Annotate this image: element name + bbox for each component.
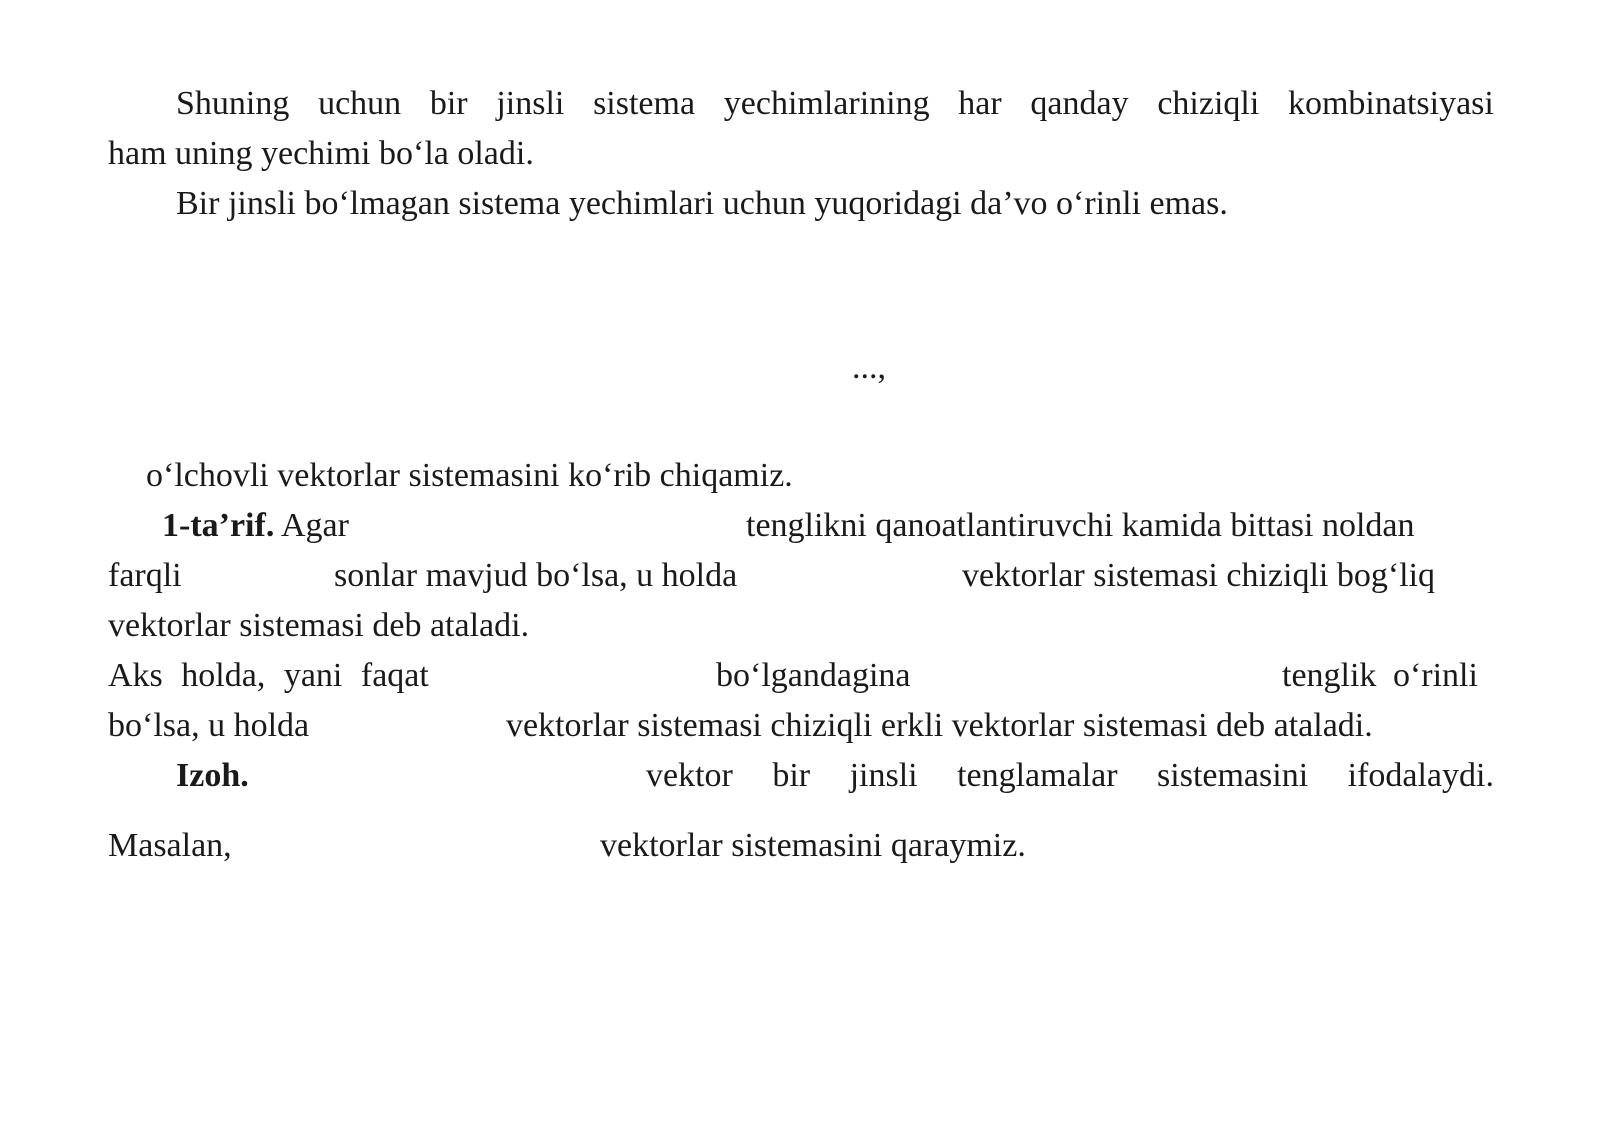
definition-1-line-3: vektorlar sistemasi deb ataladi. <box>108 607 530 644</box>
vector-system-line: o‘lchovli vektorlar sistemasini ko‘rib chiqamiz. <box>146 457 793 494</box>
word: tenglamalar <box>957 757 1118 794</box>
paragraph-2: Bir jinsli bo‘lmagan sistema yechimlari uchun yuqoridagi da’vo o‘rinli emas. <box>176 185 1228 222</box>
note-text <box>646 756 1494 796</box>
word: har <box>958 85 1002 122</box>
definition-1-line-1 <box>162 506 349 546</box>
word: kombinatsiyasi <box>1287 85 1494 122</box>
otherwise-line-2-bolsa: bo‘lsa, u holda <box>108 707 310 744</box>
word: holda, <box>181 657 266 694</box>
word: sistemasini <box>1157 757 1309 794</box>
note-label: Izoh. <box>176 757 249 794</box>
word: jinsli <box>849 757 918 794</box>
word: sistema <box>593 85 696 122</box>
definition-1-line-2-farqli: farqli <box>108 557 182 594</box>
word: qanday <box>1030 85 1129 122</box>
otherwise-line-1-tenglik <box>1282 656 1478 696</box>
example-rest: vektorlar sistemasini qaraymiz. <box>600 827 1026 864</box>
word: uchun <box>318 85 402 122</box>
word: vektor <box>646 757 733 794</box>
paragraph-1-line-2: ham uning yechimi bo‘la oladi. <box>108 135 534 172</box>
word: chiziqli <box>1157 85 1260 122</box>
word: Shuning <box>176 85 290 122</box>
word: ifodalaydi. <box>1347 757 1494 794</box>
word: Aks <box>108 657 163 694</box>
otherwise-line-1-bolgandagina: bo‘lgandagina <box>716 657 911 694</box>
example-masalan: Masalan, <box>108 827 232 864</box>
word: yani <box>283 657 343 694</box>
paragraph-1-line-1 <box>176 84 1494 124</box>
word: Agar <box>280 507 349 544</box>
word: yechimlarining <box>723 85 930 122</box>
word: bir <box>772 757 811 794</box>
definition-label: 1-ta’rif. <box>162 507 275 544</box>
otherwise-line-2-rest: vektorlar sistemasi chiziqli erkli vektorlar sistemasi deb ataladi. <box>506 707 1373 744</box>
otherwise-line-1-aks <box>108 656 429 696</box>
word: bir <box>429 85 468 122</box>
word: tenglik <box>1282 657 1377 694</box>
ellipsis: ..., <box>852 349 886 386</box>
definition-1-line-1-rest: tenglikni qanoatlantiruvchi kamida bittasi noldan <box>746 507 1415 544</box>
definition-1-line-2-rest: vektorlar sistemasi chiziqli bog‘liq <box>962 557 1436 594</box>
definition-1-line-2-sonlar: sonlar mavjud bo‘lsa, u holda <box>334 557 738 594</box>
word: faqat <box>360 657 429 694</box>
word: o‘rinli <box>1392 657 1478 694</box>
word: jinsli <box>496 85 565 122</box>
